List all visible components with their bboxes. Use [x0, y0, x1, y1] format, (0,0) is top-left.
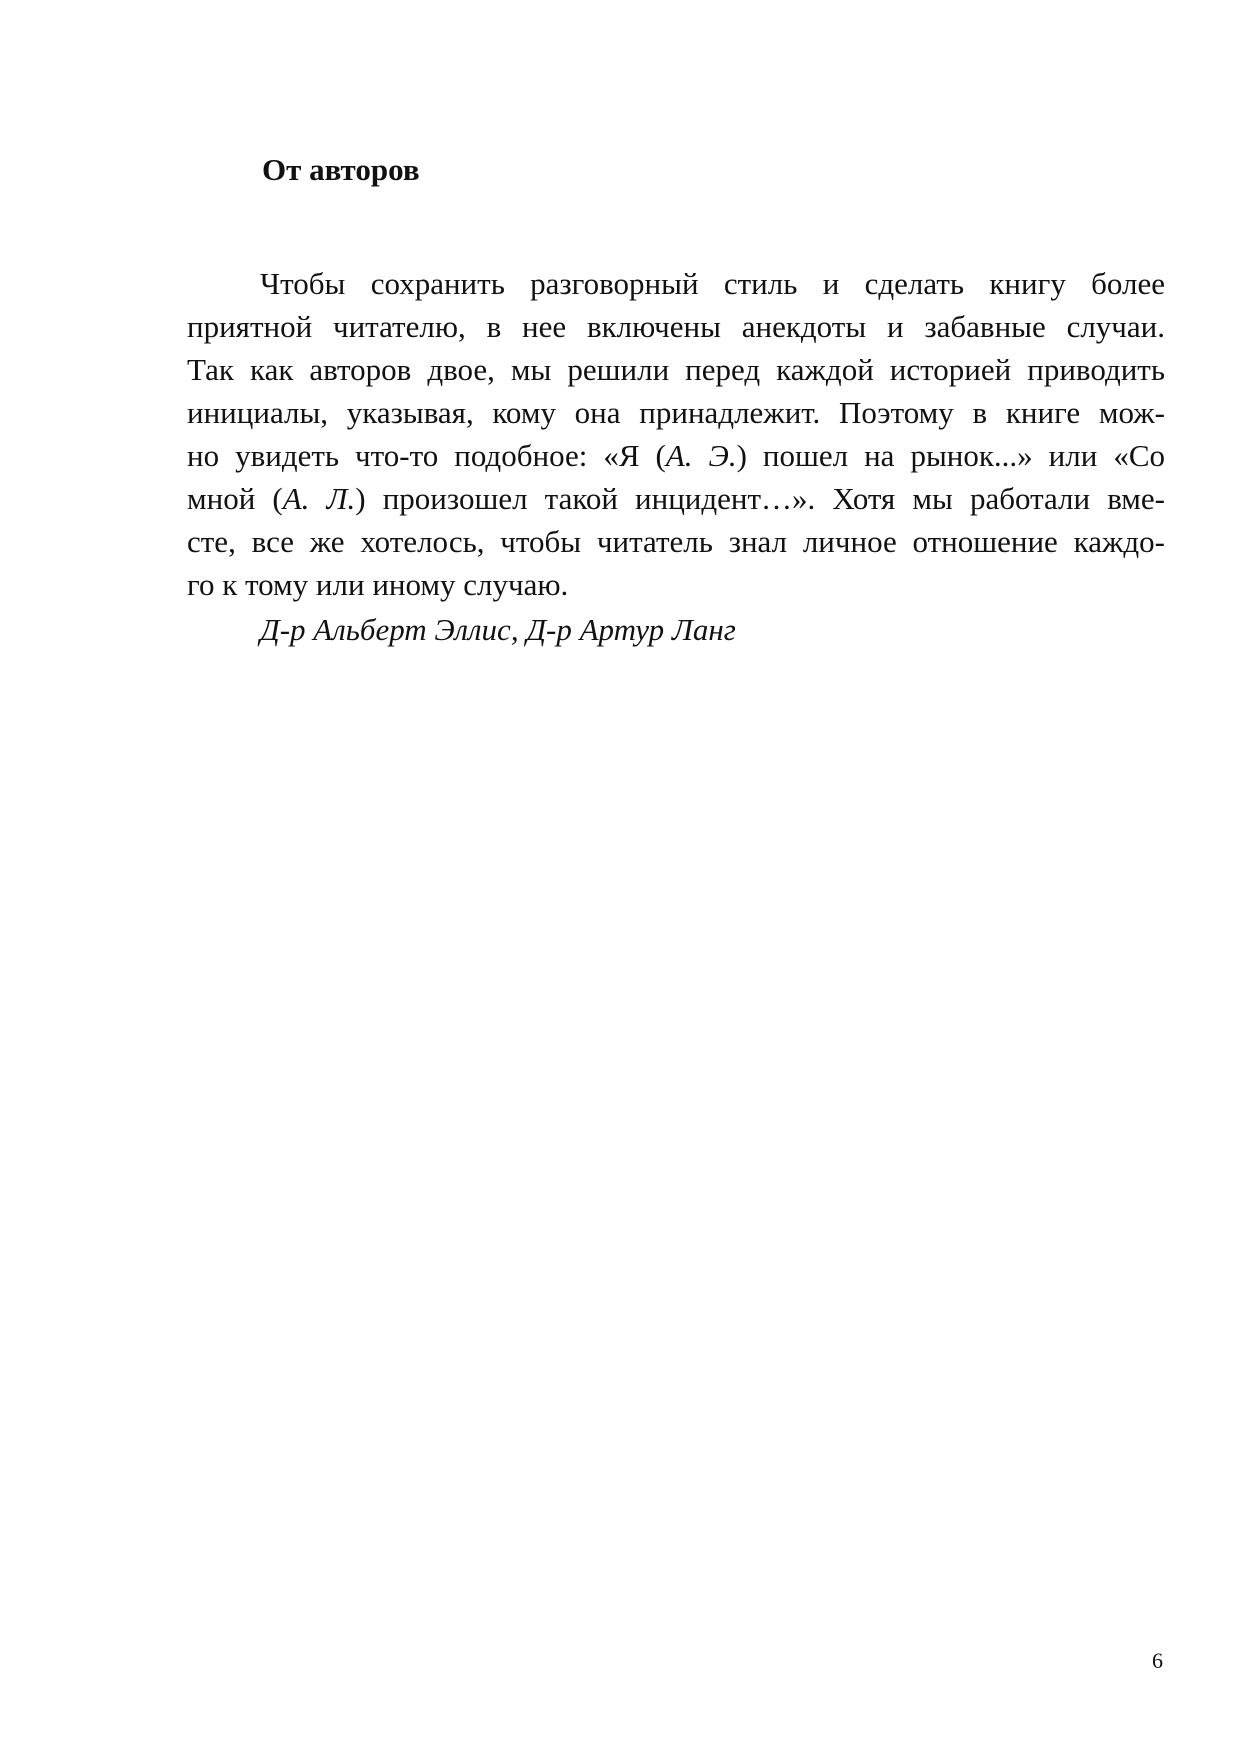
paragraph-text: Чтобы сохранить разговорный стиль и сделать книгу более — [260, 266, 1165, 301]
paragraph-line — [187, 348, 1165, 391]
paragraph-text: мной ( — [187, 481, 283, 516]
paragraph-line — [187, 434, 1165, 477]
page-number: 6 — [1152, 1648, 1163, 1673]
authors-signature: Д-р Альберт Эллис, Д-р Артур Ланг — [260, 612, 736, 647]
paragraph-text: ) пошел на рынок...» или «Со — [736, 438, 1166, 473]
initials-italic: А. Э. — [665, 438, 737, 473]
paragraph-text: сте, все же хотелось, чтобы читатель знал личное отношение каждо- — [187, 524, 1165, 559]
paragraph-line — [187, 563, 1165, 606]
paragraph-text: приятной читателю, в нее включены анекдоты и забавные случаи. — [187, 309, 1165, 344]
paragraph-line — [187, 262, 1165, 305]
paragraph-text: ) произошел такой инцидент…». Хотя мы работали вме- — [355, 481, 1166, 516]
paragraph-line — [187, 477, 1165, 520]
paragraph-line — [187, 391, 1165, 434]
body-paragraph — [187, 262, 1165, 606]
paragraph-text: Так как авторов двое, мы решили перед каждой историей приводить — [187, 352, 1165, 387]
initials-italic: А. Л. — [282, 481, 356, 516]
paragraph-text: го к тому или иному случаю. — [187, 567, 569, 602]
paragraph-text: но увидеть что-то подобное: «Я ( — [187, 438, 666, 473]
paragraph-line — [187, 305, 1165, 348]
paragraph-text: инициалы, указывая, кому она принадлежит. Поэтому в книге мож- — [187, 395, 1165, 430]
section-heading: От авторов — [262, 152, 420, 187]
paragraph-line — [187, 520, 1165, 563]
